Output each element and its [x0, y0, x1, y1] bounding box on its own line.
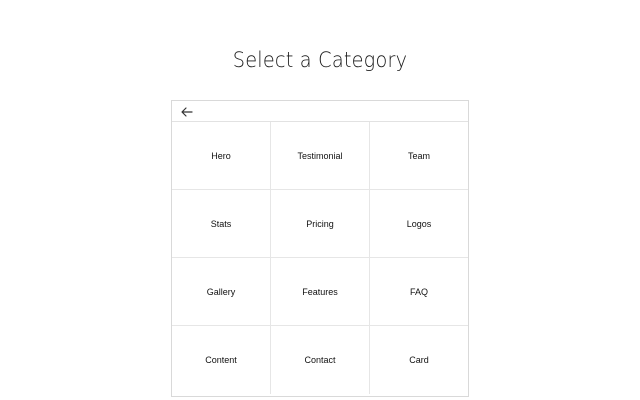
category-pricing[interactable]: Pricing — [271, 190, 370, 257]
category-features[interactable]: Features — [271, 258, 370, 325]
category-row — [172, 190, 469, 258]
category-faq[interactable]: FAQ — [409, 286, 428, 297]
category-testimonial[interactable]: Testimonial — [271, 122, 370, 189]
category-content[interactable]: Content — [172, 326, 271, 394]
panel-header — [172, 101, 468, 122]
back-button[interactable] — [180, 105, 194, 119]
category-panel — [171, 100, 469, 397]
category-logos[interactable]: Logos — [406, 218, 432, 229]
arrow-left-icon — [181, 107, 193, 117]
category-stats[interactable]: Stats — [172, 190, 271, 257]
category-team[interactable]: Team — [407, 150, 430, 161]
category-row — [172, 122, 469, 190]
category-card[interactable]: Card — [409, 355, 429, 365]
category-hero[interactable]: Hero — [172, 122, 271, 189]
category-gallery[interactable]: Gallery — [172, 258, 271, 325]
category-contact[interactable]: Contact — [271, 326, 370, 394]
page-title: Select a Category — [232, 48, 408, 72]
category-row — [172, 326, 469, 394]
category-grid — [172, 122, 469, 393]
category-row — [172, 258, 469, 326]
